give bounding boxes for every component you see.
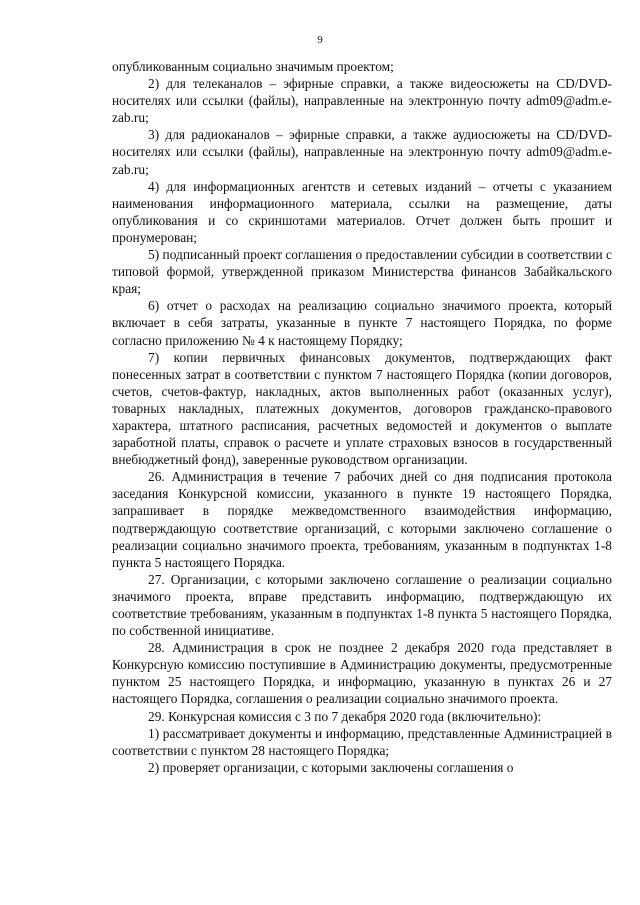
paragraph-item-3-radio: 3) для радиоканалов – эфирные справки, а также аудиосюжеты на CD/DVD-носителях или ссылки (файлы), направленные на электронную почту adm09@adm.e-zab.ru; — [112, 127, 612, 177]
paragraph-27: 27. Организации, с которыми заключено соглашение о реализации социально значимого проекта, вправе представить информацию, подтверждающую их соответствие требованиям, указанным в подпунктах 1-8 пункта 5 настоящего Порядка, по собственной инициативе. — [112, 571, 612, 639]
paragraph-continuation: опубликованным социально значимым проектом; — [112, 59, 394, 74]
paragraph-29-item-2: 2) проверяет организации, с которыми заключены соглашения о — [148, 759, 514, 775]
paragraph-item-2-tv: 2) для телеканалов – эфирные справки, а также видеосюжеты на CD/DVD-носителях или ссылки (файлы), направленные на электронную почту adm09@adm.e-zab.ru; — [112, 76, 612, 126]
paragraph-item-4-agencies: 4) для информационных агентств и сетевых изданий – отчеты с указанием наименования информационного материала, ссылки на размещение, даты опубликования и со скриншотами материалов. Отчет должен быть прошит и пронумерован; — [112, 178, 612, 245]
paragraph-item-7-copies: 7) копии первичных финансовых документов, подтверждающих факт понесенных затрат в соответствии с пунктом 7 настоящего Порядка (копии договоров, счетов, счетов-фактур, накладных, актов выполненных работ (оказанных услуг), товарных накладных, платежных документов, договоров гражданско-правового характера, штатного расписания, расчетных ведомостей и документов о выплате заработной платы, справок о расчете и уплате страховых взносов в государственный внебюджетный фонд), заверенные руководством организации. — [112, 349, 612, 468]
paragraph-item-5-agreement: 5) подписанный проект соглашения о предоставлении субсидии в соответствии с типовой формой, утвержденной приказом Министерства финансов Забайкальского края; — [112, 247, 612, 297]
paragraph-item-6-report: 6) отчет о расходах на реализацию социально значимого проекта, который включает в себя затраты, указанные в пункте 7 настоящего Порядка, по форме согласно приложению № 4 к настоящему Порядку; — [112, 298, 612, 348]
page-number: 9 — [317, 34, 323, 46]
paragraph-29: 29. Конкурсная комиссия с 3 по 7 декабря 2020 года (включительно): — [148, 708, 542, 724]
paragraph-28: 28. Администрация в срок не позднее 2 декабря 2020 года представляет в Конкурсную комиссию поступившие в Администрацию документы, предусмотренные пунктом 25 настоящего Порядка, и информацию, указанную в пунктах 26 и 27 настоящего Порядка, соглашения о реализации социально значимого проекта. — [112, 640, 612, 707]
paragraph-26: 26. Администрация в течение 7 рабочих дней со дня подписания протокола заседания Конкурсной комиссии, указанного в пункте 19 настоящего Порядка, запрашивает в порядке межведомственного взаимодействия информацию, подтверждающую соответствие организаций, с которыми заключено соглашение о реализации социально значимого проекта, требованиям, указанным в подпунктах 1-8 пункта 5 настоящего Порядка. — [112, 469, 612, 570]
paragraph-29-item-1: 1) рассматривает документы и информацию, представленные Администрацией в соответствии с пунктом 28 настоящего Порядка; — [112, 725, 612, 758]
document-body — [112, 58, 612, 776]
